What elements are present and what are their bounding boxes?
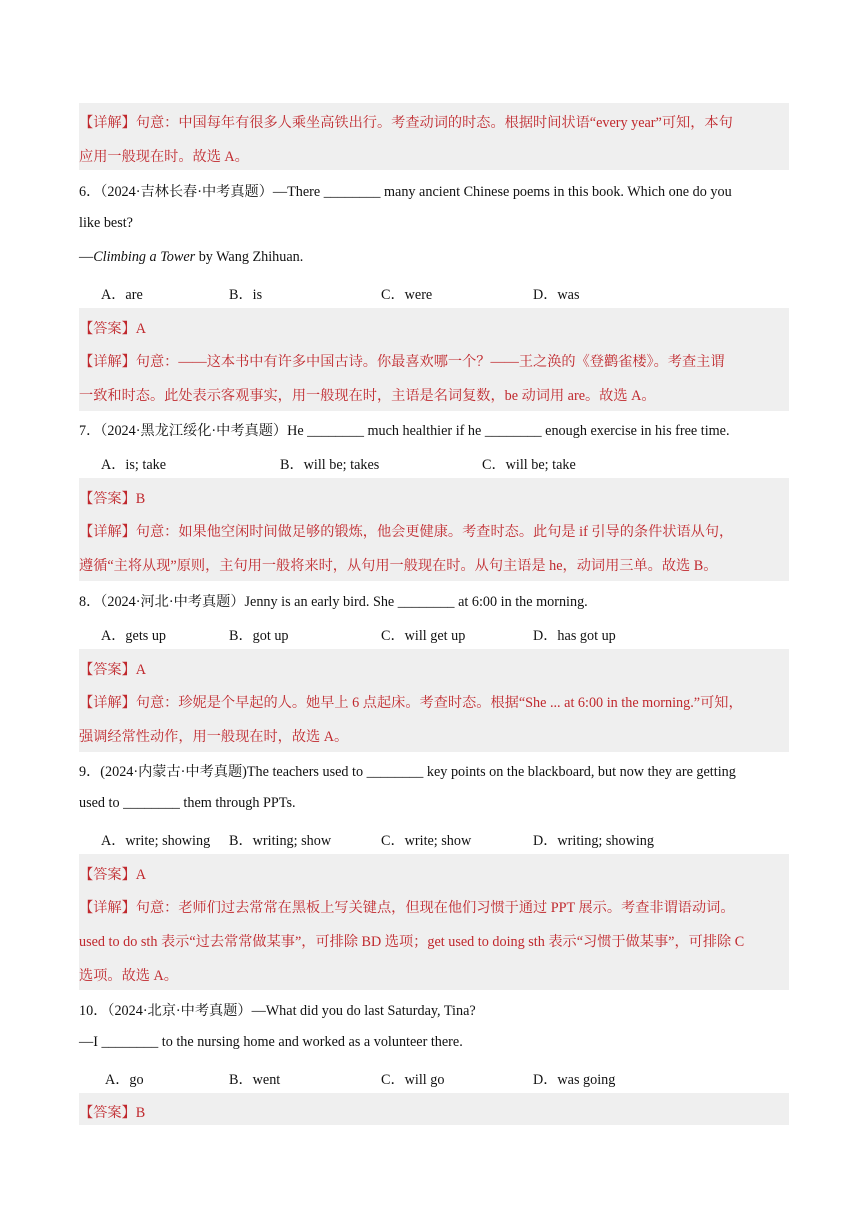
q6-option-c: C．were [381, 287, 433, 303]
q8-option-a: A．gets up [101, 628, 167, 644]
explanation-text: 句意：如果他空闲时间做足够的锻炼，他会更健康。考查时态。此句是 if 引导的条件状语从句， [135, 524, 734, 540]
q9-answer-block [79, 854, 789, 990]
reply-suffix: by Wang Zhihuan. [195, 249, 304, 265]
q9-option-b: B．writing; show [229, 833, 332, 849]
answer-label: 【答案】 [79, 867, 136, 883]
q7-explanation-line1 [79, 521, 733, 541]
q10-stem-line1: 10．（2024·北京·中考真题）—What did you do last Saturday, Tina? [79, 1003, 476, 1019]
q6-stem-line1: 6．（2024·吉林长春·中考真题）—There ________ many ancient Chinese poems in this book. Which one do you [79, 184, 732, 200]
q9-explanation-line1 [79, 897, 735, 917]
explanation-label: 【详解】 [79, 695, 136, 711]
q6-reply [79, 249, 791, 266]
q10-answer-block [79, 1093, 789, 1125]
explanation-text: 句意：珍妮是个早起的人。她早上 6 点起床。考查时态。根据“She ... at 6:00 in the morning.”可知， [135, 695, 743, 711]
q6-option-a: A．are [101, 287, 143, 303]
explanation-label: 【详解】 [79, 115, 136, 131]
q8-answer-line [79, 659, 146, 679]
q5-explanation-line2: 应用一般现在时。故选 A。 [79, 149, 249, 165]
q7-answer-block [79, 478, 789, 581]
q7-option-c: C．will be; take [482, 457, 576, 473]
q9-answer-line [79, 864, 146, 884]
answer-label: 【答案】 [79, 321, 136, 337]
explanation-label: 【详解】 [79, 524, 136, 540]
q6-explanation-line1 [79, 351, 725, 371]
q5-explanation-block [79, 103, 789, 170]
answer-label: 【答案】 [79, 1105, 136, 1121]
q6-stem-line2: like best? [79, 215, 133, 231]
answer-value: A [135, 321, 147, 337]
answer-label: 【答案】 [79, 662, 136, 678]
q9-option-a: A．write; showing [101, 833, 211, 849]
q9-explanation-line2: used to do sth 表示“过去常常做某事”，可排除 BD 选项；get used to doing sth 表示“习惯于做某事”，可排除 C [79, 934, 745, 950]
q7-option-b: B．will be; takes [280, 457, 380, 473]
q6-option-d: D．was [533, 287, 580, 303]
reply-dash: — [79, 249, 94, 265]
q8-option-d: D．has got up [533, 628, 616, 644]
q10-stem-line2: —I ________ to the nursing home and worked as a volunteer there. [79, 1034, 463, 1050]
q6-explanation-line2: 一致和时态。此处表示客观事实，用一般现在时，主语是名词复数，be 动词用 are。故选 A。 [79, 388, 656, 404]
q6-answer-line [79, 318, 146, 338]
q8-explanation-line2: 强调经常性动作，用一般现在时，故选 A。 [79, 729, 349, 745]
q5-explanation-line1 [79, 112, 733, 132]
q10-option-b: B．went [229, 1072, 281, 1088]
poem-title: Climbing a Tower [93, 249, 196, 265]
q10-option-c: C．will go [381, 1072, 445, 1088]
q10-answer-line [79, 1102, 145, 1122]
explanation-label: 【详解】 [79, 354, 136, 370]
q7-stem-line1: 7．（2024·黑龙江绥化·中考真题）He ________ much healthier if he ________ enough exercise in his free time. [79, 423, 730, 439]
q7-answer-line [79, 488, 145, 508]
q9-option-d: D．writing; showing [533, 833, 654, 849]
q8-stem-line1: 8．（2024·河北·中考真题）Jenny is an early bird. She ________ at 6:00 in the morning. [79, 594, 588, 610]
q8-answer-block [79, 649, 789, 752]
answer-value: B [135, 1105, 146, 1121]
q9-explanation-line3: 选项。故选 A。 [79, 968, 178, 984]
q10-option-d: D．was going [533, 1072, 616, 1088]
explanation-label: 【详解】 [79, 900, 136, 916]
explanation-text: 句意：老师们过去常常在黑板上写关键点，但现在他们习惯于通过 PPT 展示。考查非谓语动词。 [135, 900, 735, 916]
q9-stem-line1: 9．(2024·内蒙古·中考真题)The teachers used to ________ key points on the blackboard, but now they are getting [79, 764, 736, 780]
q6-option-b: B．is [229, 287, 263, 303]
q9-stem-line2: used to ________ them through PPTs. [79, 795, 296, 811]
answer-value: A [135, 867, 147, 883]
answer-label: 【答案】 [79, 491, 136, 507]
q8-option-b: B．got up [229, 628, 289, 644]
explanation-text: 句意：——这本书中有许多中国古诗。你最喜欢哪一个？——王之涣的《登鹳雀楼》。考查主谓 [135, 354, 725, 370]
explanation-text: 句意：中国每年有很多人乘坐高铁出行。考查动词的时态。根据时间状语“every year”可知，本句 [135, 115, 733, 131]
q8-option-c: C．will get up [381, 628, 466, 644]
q8-explanation-line1 [79, 692, 743, 712]
q6-answer-block [79, 308, 789, 411]
q7-explanation-line2: 遵循“主将从现”原则，主句用一般将来时，从句用一般现在时。从句主语是 he，动词用三单。故选 B。 [79, 558, 718, 574]
answer-value: A [135, 662, 147, 678]
q10-option-a: A．go [105, 1072, 144, 1088]
q7-option-a: A．is; take [101, 457, 167, 473]
q9-option-c: C．write; show [381, 833, 472, 849]
answer-value: B [135, 491, 146, 507]
